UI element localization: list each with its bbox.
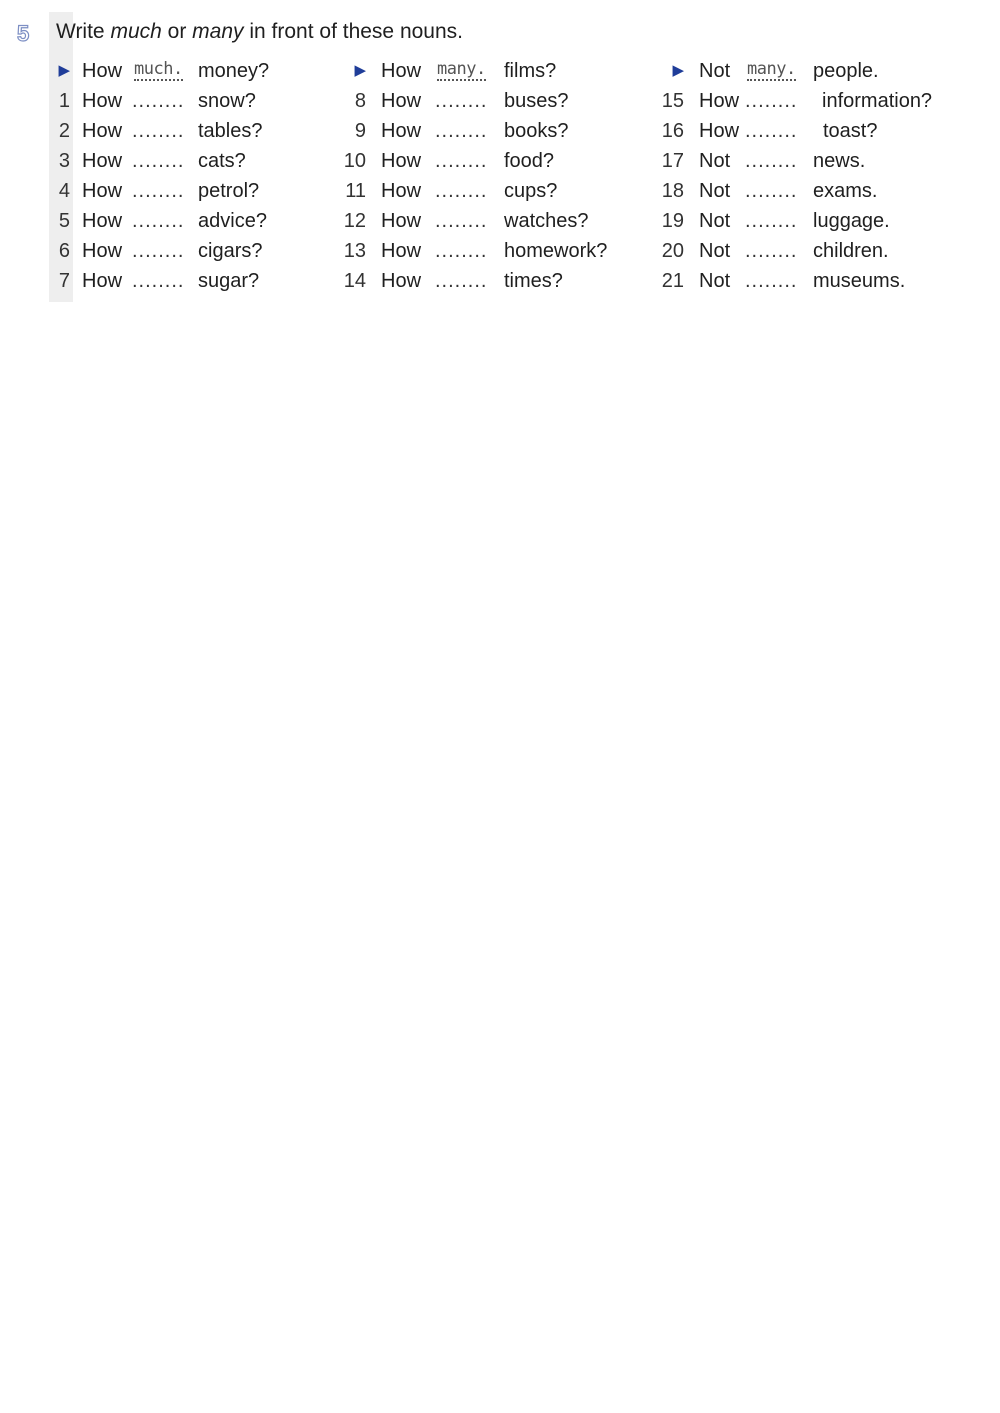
item-noun: luggage. [813, 210, 890, 232]
item-number: 6 [58, 240, 70, 262]
item-noun: museums. [813, 270, 906, 292]
item-number: 10 [343, 150, 366, 172]
answer-gap[interactable]: ........ [745, 180, 798, 202]
example-answer: much . [134, 59, 183, 81]
item-noun: petrol? [198, 180, 260, 202]
item-number: 13 [343, 240, 366, 262]
item-number: 5 [58, 210, 70, 232]
instruction-text-1: Write [56, 20, 111, 43]
item-noun: cigars? [198, 240, 263, 262]
answer-gap[interactable]: ........ [745, 240, 798, 262]
item-starter: Not [699, 270, 731, 292]
item-noun: homework? [504, 240, 608, 262]
item-noun: cats? [198, 150, 246, 172]
item-starter: How [82, 150, 123, 172]
item-starter: How [82, 270, 123, 292]
item-number: 2 [58, 120, 70, 142]
instruction-text-3: in front of these nouns. [243, 20, 463, 43]
item-noun: advice? [198, 210, 267, 232]
answer-gap[interactable]: ........ [132, 150, 185, 172]
answer-gap[interactable]: ........ [745, 90, 798, 112]
item-number: 1 [58, 90, 70, 112]
item-noun: exams. [813, 180, 878, 202]
example-arrow-icon: ▶ [58, 62, 70, 79]
item-noun: watches? [504, 210, 589, 232]
item-starter: Not [699, 150, 731, 172]
instruction-word-many: many [192, 20, 244, 43]
item-number: 7 [58, 270, 70, 292]
item-noun: buses? [504, 90, 569, 112]
item-starter: How [82, 210, 123, 232]
item-starter: How [381, 120, 422, 142]
item-starter: How [381, 150, 422, 172]
answer-gap[interactable]: ........ [132, 270, 185, 292]
item-starter: How [82, 120, 123, 142]
item-number: 15 [661, 90, 684, 112]
item-starter: How [82, 240, 123, 262]
item-noun: information? [822, 90, 933, 112]
answer-gap[interactable]: ........ [435, 150, 488, 172]
answer-gap[interactable]: ........ [132, 90, 185, 112]
answer-gap[interactable]: ........ [435, 120, 488, 142]
item-starter: How [381, 240, 422, 262]
item-starter: How [381, 60, 422, 82]
item-starter: Not [699, 60, 731, 82]
item-noun: books? [504, 120, 569, 142]
item-number: 8 [354, 90, 366, 112]
item-noun: toast? [823, 120, 878, 142]
example-arrow-icon: ▶ [672, 62, 684, 79]
item-noun: films? [504, 60, 557, 82]
item-starter: How [82, 60, 123, 82]
answer-gap[interactable]: ........ [132, 180, 185, 202]
item-starter: Not [699, 180, 731, 202]
item-noun: sugar? [198, 270, 260, 292]
item-noun: children. [813, 240, 889, 262]
answer-gap[interactable]: ........ [132, 240, 185, 262]
answer-gap[interactable]: ........ [435, 90, 488, 112]
item-noun: money? [198, 60, 270, 82]
item-starter: How [82, 90, 123, 112]
item-noun: times? [504, 270, 563, 292]
answer-gap[interactable]: ........ [435, 240, 488, 262]
item-starter: How [381, 270, 422, 292]
answer-gap[interactable]: ........ [745, 210, 798, 232]
item-noun: news. [813, 150, 866, 172]
example-answer: many . [747, 59, 796, 81]
item-noun: cups? [504, 180, 558, 202]
item-number: 18 [661, 180, 684, 202]
item-starter: How [82, 180, 123, 202]
item-number: 12 [343, 210, 366, 232]
item-starter: How [381, 210, 422, 232]
answer-gap[interactable]: ........ [745, 270, 798, 292]
example-answer: many . [437, 59, 486, 81]
exercise-number: 5 [17, 21, 30, 46]
item-number: 21 [661, 270, 684, 292]
answer-gap[interactable]: ........ [435, 180, 488, 202]
item-number: 3 [58, 150, 70, 172]
item-number: 14 [343, 270, 366, 292]
item-noun: people. [813, 60, 879, 82]
item-starter: How [381, 90, 422, 112]
item-noun: tables? [198, 120, 263, 142]
item-starter: How [699, 120, 740, 142]
item-starter: Not [699, 210, 731, 232]
item-noun: snow? [198, 90, 256, 112]
example-arrow-icon: ▶ [354, 62, 366, 79]
item-number: 19 [661, 210, 684, 232]
answer-gap[interactable]: ........ [435, 270, 488, 292]
item-starter: How [699, 90, 740, 112]
item-number: 9 [354, 120, 366, 142]
instruction-text-2: or [161, 20, 193, 43]
item-number: 16 [661, 120, 684, 142]
item-noun: food? [504, 150, 555, 172]
item-number: 20 [661, 240, 684, 262]
item-number: 4 [58, 180, 70, 202]
item-number: 17 [661, 150, 684, 172]
answer-gap[interactable]: ........ [435, 210, 488, 232]
item-starter: How [381, 180, 422, 202]
answer-gap[interactable]: ........ [132, 210, 185, 232]
instruction-word-much: much [110, 20, 162, 43]
item-number: 11 [345, 180, 366, 202]
answer-gap[interactable]: ........ [745, 150, 798, 172]
exercise-instruction [56, 18, 463, 46]
answer-gap[interactable]: ........ [132, 120, 185, 142]
answer-gap[interactable]: ........ [745, 120, 798, 142]
item-starter: Not [699, 240, 731, 262]
